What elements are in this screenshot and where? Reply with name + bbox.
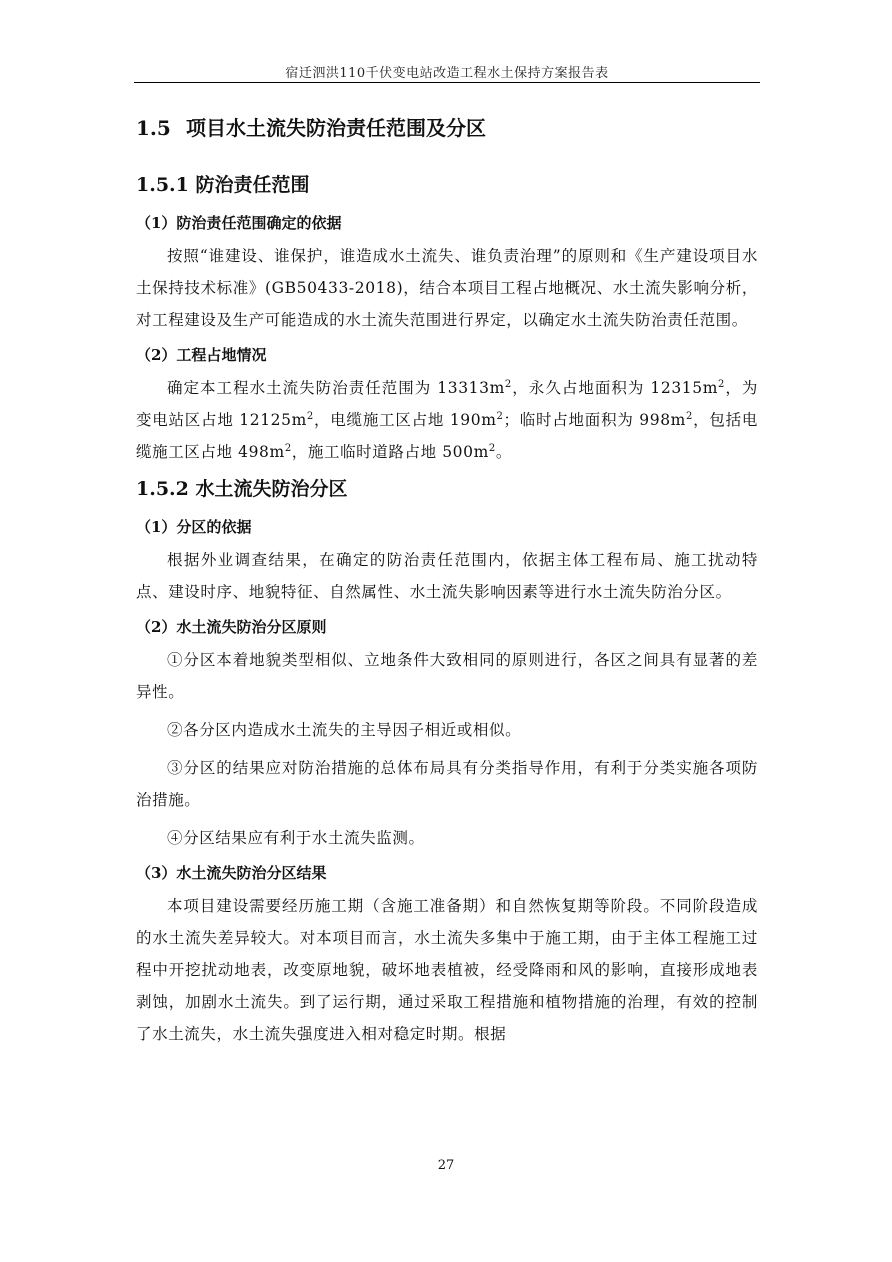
item-heading-basis: （1）防治责任范围确定的依据 bbox=[136, 214, 342, 232]
header-divider bbox=[134, 82, 760, 83]
land-use-text-7: ，施工临时道路占地 500m bbox=[291, 443, 489, 461]
principle-3: ③分区的结果应对防治措施的总体布局具有分类指导作用，有利于分类实施各项防治措施。 bbox=[136, 759, 758, 809]
subsection-heading-1-5-1: 1.5.1 防治责任范围 bbox=[136, 174, 310, 196]
superscript: 2 bbox=[496, 410, 504, 422]
superscript: 2 bbox=[718, 378, 725, 390]
superscript: 2 bbox=[685, 410, 693, 422]
superscript: 2 bbox=[284, 442, 292, 454]
land-use-text-4: ，电缆施工区占地 190m bbox=[313, 411, 497, 429]
paragraph-zoning-results: 本项目建设需要经历施工期（含施工准备期）和自然恢复期等阶段。不同阶段造成的水土流失差异较大。对本项目而言，水土流失多集中于施工期，由于主体工程施工过程中开挖扰动地表，改变原地貌，破坏地表植被，经受降雨和风的影响，直接形成地表剥蚀，加剧水土流失。到了运行期，通过采取工程措施和植物措施的治理，有效的控制了水土流失，水土流失强度进入相对稳定时期。根据 bbox=[136, 897, 758, 1043]
page-content bbox=[136, 112, 758, 1056]
superscript: 2 bbox=[504, 378, 512, 390]
page-header-title: 宿迁泗洪110千伏变电站改造工程水土保持方案报告表 bbox=[285, 66, 609, 81]
section-number: 1.5 bbox=[136, 116, 171, 140]
land-use-text-6: ，包括电缆施工区占地 498m bbox=[136, 411, 759, 461]
section-heading bbox=[136, 112, 758, 144]
section-title: 项目水土流失防治责任范围及分区 bbox=[186, 116, 486, 140]
superscript: 2 bbox=[488, 442, 496, 454]
paragraph-basis: 按照“谁建设、谁保护，谁造成水土流失、谁负责治理”的原则和《生产建设项目水土保持技术标准》(GB50433-2018)，结合本项目工程占地概况、水土流失影响分析，对工程建设及生产可能造成的水土流失范围进行界定，以确定水土流失防治责任范围。 bbox=[136, 247, 758, 329]
principle-1: ①分区本着地貌类型相似、立地条件大致相同的原则进行，各区之间具有显著的差异性。 bbox=[136, 651, 758, 701]
land-use-text-1: 确定本工程水土流失防治责任范围为 13313m bbox=[167, 379, 505, 397]
page-number: 27 bbox=[437, 1158, 455, 1173]
land-use-text-2: ，永久占地面积为 12315m bbox=[511, 379, 718, 397]
land-use-text-5: ；临时占地面积为 998m bbox=[503, 411, 686, 429]
item-heading-zoning-principles: （2）水土流失防治分区原则 bbox=[136, 618, 327, 636]
item-heading-zoning-basis: （1）分区的依据 bbox=[136, 518, 252, 536]
superscript: 2 bbox=[306, 410, 314, 422]
paragraph-zoning-basis: 根据外业调查结果，在确定的防治责任范围内，依据主体工程布局、施工扰动特点、建设时序、地貌特征、自然属性、水土流失影响因素等进行水土流失防治分区。 bbox=[136, 551, 758, 601]
item-heading-land-use: （2）工程占地情况 bbox=[136, 346, 267, 364]
paragraph-land-use bbox=[136, 372, 758, 468]
principle-4: ④分区结果应有利于水土流失监测。 bbox=[167, 829, 425, 847]
principle-2: ②各分区内造成水土流失的主导因子相近或相似。 bbox=[167, 721, 522, 739]
land-use-text-3: ，为变电站区占地 12125m bbox=[136, 379, 759, 429]
land-use-text-8: 。 bbox=[495, 443, 512, 461]
subsection-heading-1-5-2: 1.5.2 水土流失防治分区 bbox=[136, 478, 348, 500]
item-heading-zoning-results: （3）水土流失防治分区结果 bbox=[136, 864, 327, 882]
